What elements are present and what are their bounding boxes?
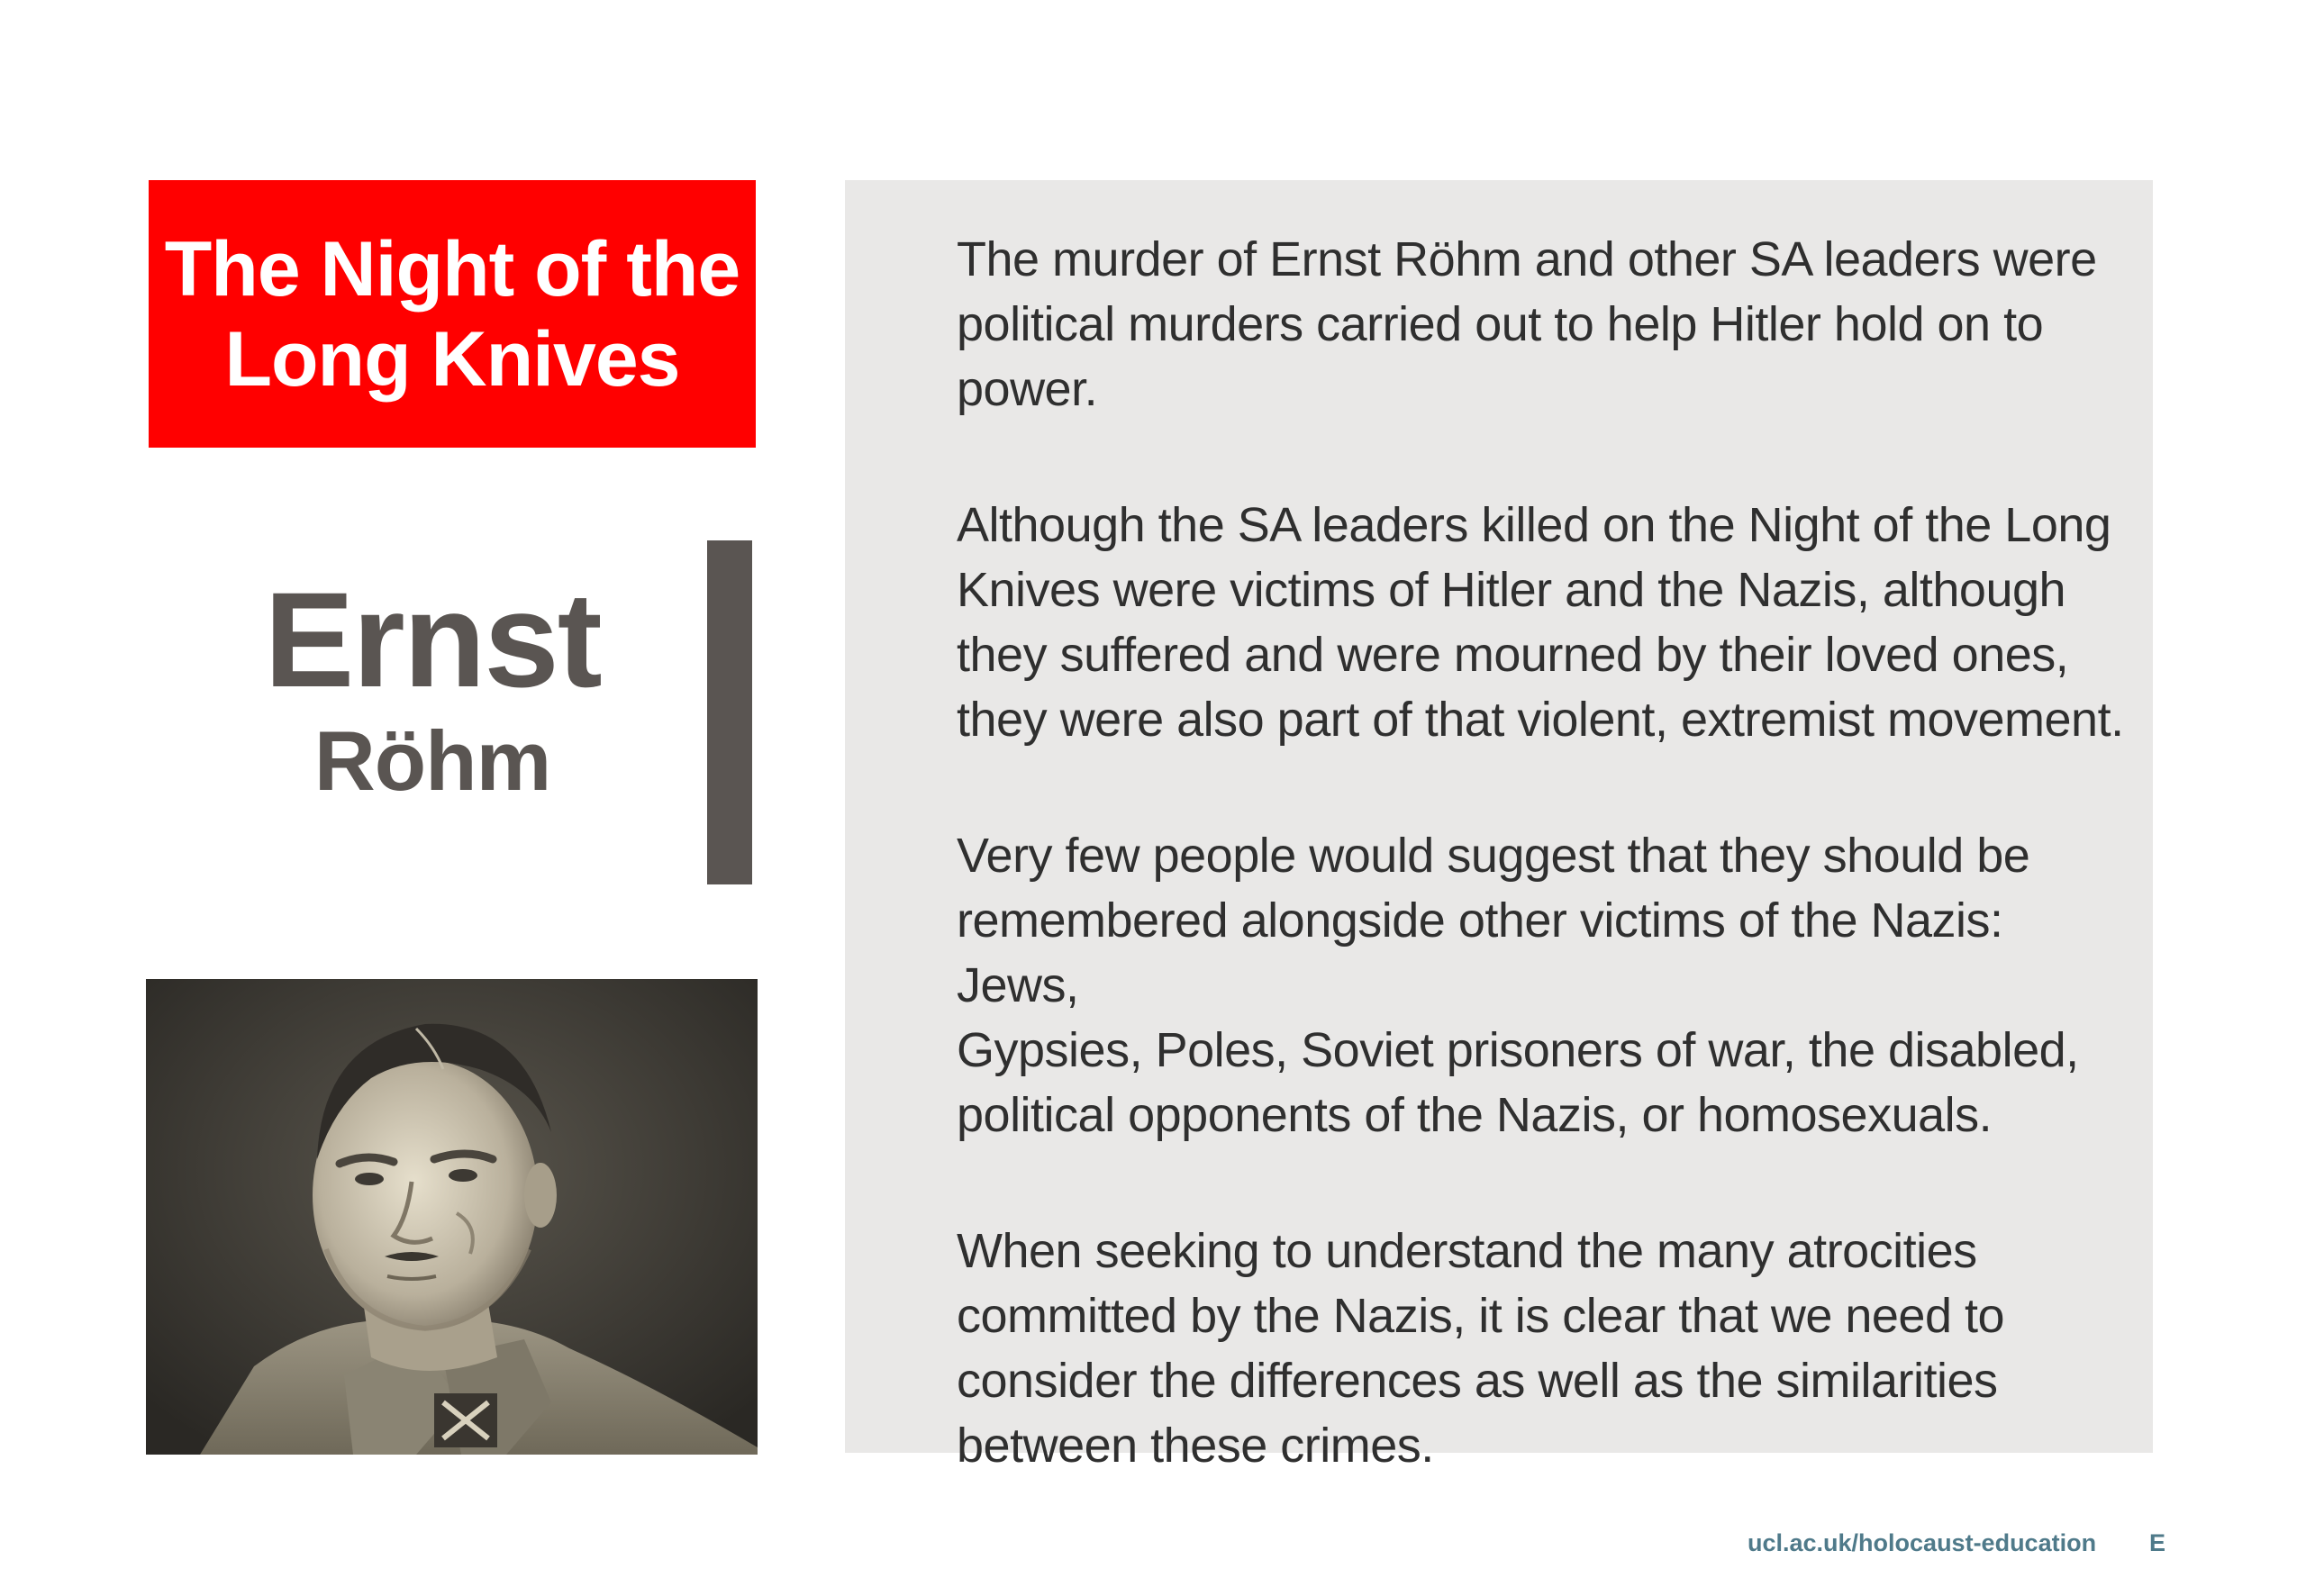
slide-title: The Night of the Long Knives	[164, 225, 740, 403]
footer-url: ucl.ac.uk/holocaust-education	[1748, 1529, 2097, 1556]
portrait-photo	[146, 979, 758, 1455]
person-first-name: Ernst	[264, 564, 601, 715]
portrait-illustration	[146, 979, 758, 1455]
title-box	[149, 180, 756, 448]
person-last-name: Röhm	[313, 713, 551, 808]
body-text	[957, 227, 2128, 1549]
footer-section-letter: E	[2149, 1529, 2166, 1556]
paragraph-2: Although the SA leaders killed on the Night of the Long Knives were victims of Hitler and the Nazis, although they suffered and were mourned by their loved ones, they were also part of that violent, extremist movement.	[957, 498, 2124, 747]
paragraph-3: Very few people would suggest that they should be remembered alongside other victims of the Nazis: Jews, Gypsies, Poles, Soviet prisoners of war, the disabled, political opponents of the Nazis, or homosexuals.	[957, 829, 2079, 1142]
vertical-accent-bar	[707, 540, 752, 884]
paragraph-4: When seeking to understand the many atrocities committed by the Nazis, it is clear that we need to consider the differences as well as the similarities between these crimes.	[957, 1224, 2005, 1473]
text-panel	[845, 180, 2153, 1473]
person-name	[162, 564, 703, 811]
paragraph-1: The murder of Ernst Röhm and other SA leaders were political murders carried out to help Hitler hold on to power.	[957, 232, 2097, 416]
